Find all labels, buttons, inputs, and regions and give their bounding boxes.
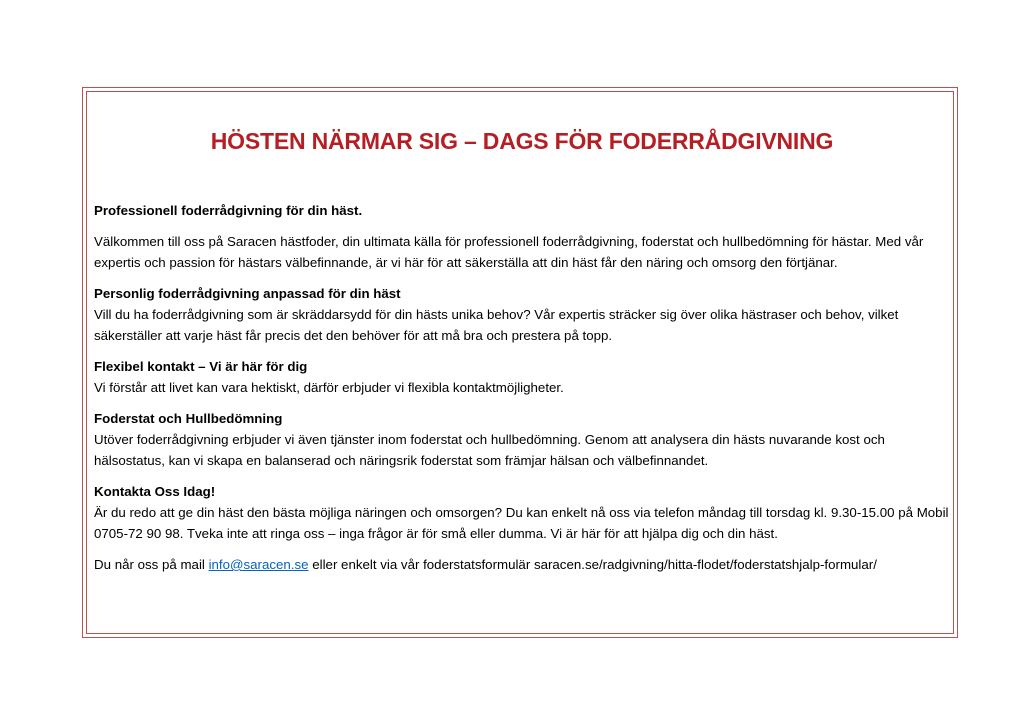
intro-heading: Professionell foderrådgivning för din häst. (94, 203, 363, 218)
section-heading: Flexibel kontakt – Vi är här för dig (94, 359, 308, 374)
section-text: Utöver foderrådgivning erbjuder vi även tjänster inom foderstat och hullbedömning. Genom att analysera din hästs nuvarande kost och hälsostatus, kan vi skapa en balanserad och näringsrik foderstat som främjar hälsan och välbefinnandet. (94, 432, 885, 468)
section-personlig (94, 283, 954, 346)
section-flexibel-kontakt (94, 356, 954, 398)
intro-text: Välkommen till oss på Saracen hästfoder, din ultimata källa för professionell foderrådgivning, foderstat och hullbedömning för hästar. Med vår expertis och passion för hästars välbefinnande, är vi här för att säkerställa att din häst får den näring och omsorg den förtjänar. (94, 234, 924, 270)
email-link[interactable]: info@saracen.se (208, 557, 309, 572)
section-foderstat (94, 408, 954, 471)
section-heading: Foderstat och Hullbedömning (94, 411, 283, 426)
footer-suffix: eller enkelt via vår foderstatsformulär saracen.se/radgivning/hitta-flodet/foderstatshjalp-formular/ (308, 557, 877, 572)
page-title: HÖSTEN NÄRMAR SIG – DAGS FÖR FODERRÅDGIVNING (210, 128, 834, 154)
section-text: Är du redo att ge din häst den bästa möjliga näringen och omsorgen? Du kan enkelt nå oss via telefon måndag till torsdag kl. 9.30-15.00 på Mobil 0705-72 90 98. Tveka inte att ringa oss – inga frågor är för små eller dumma. Vi är här för att hjälpa dig och din häst. (94, 505, 949, 541)
section-heading: Personlig foderrådgivning anpassad för din häst (94, 286, 401, 301)
section-text: Vi förstår att livet kan vara hektiskt, därför erbjuder vi flexibla kontaktmöjligheter. (94, 380, 564, 395)
document-content (94, 126, 954, 575)
section-kontakta (94, 481, 954, 544)
section-text: Vill du ha foderrådgivning som är skräddarsydd för din hästs unika behov? Vår expertis sträcker sig över olika hästraser och behov, vilket säkerställer att varje häst får precis det den behöver för att må bra och prestera på topp. (94, 307, 899, 343)
contact-footer (94, 554, 954, 575)
section-heading: Kontakta Oss Idag! (94, 484, 216, 499)
footer-prefix: Du når oss på mail (94, 557, 209, 572)
